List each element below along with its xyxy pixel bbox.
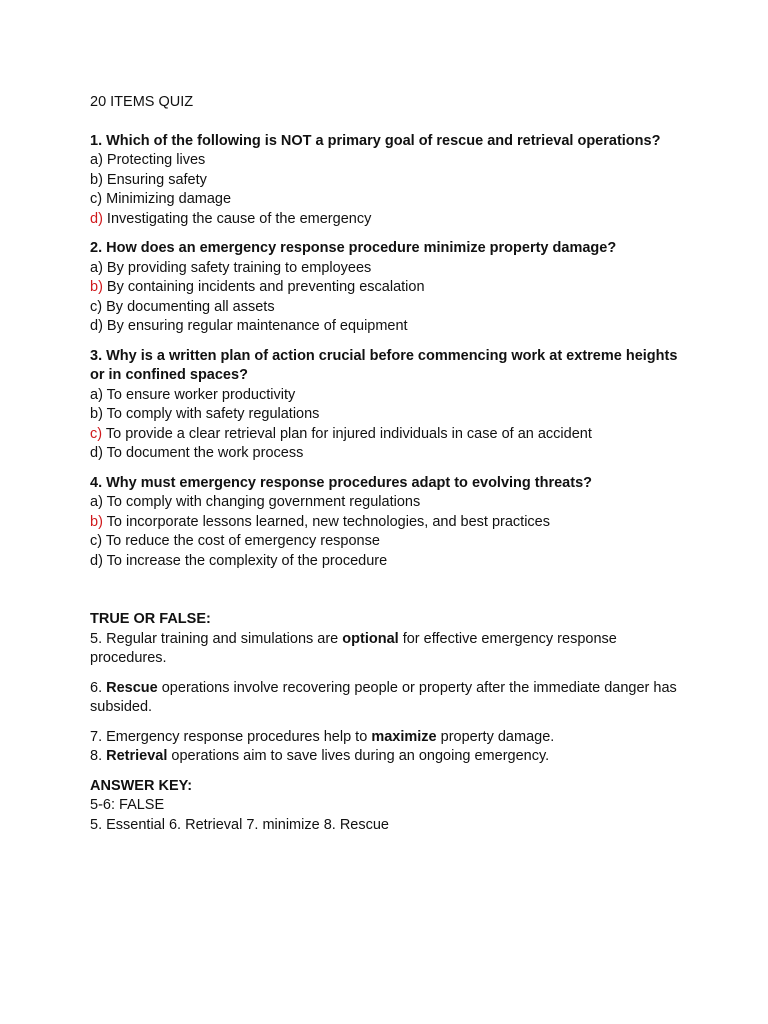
option-b: b) To incorporate lessons learned, new technologies, and best practices (90, 513, 550, 530)
option-d: d) Investigating the cause of the emergency (90, 210, 372, 227)
correct-answer-marker: d) (90, 210, 103, 227)
question-3 (90, 347, 690, 464)
question-text: 4. Why must emergency response procedures adapt to evolving threats? (90, 474, 592, 491)
question-text: 3. Why is a written plan of action crucial before commencing work at extreme heights or in confined spaces? (90, 347, 678, 383)
option-c: c) By documenting all assets (90, 298, 275, 315)
question-text: 2. How does an emergency response procedure minimize property damage? (90, 240, 617, 256)
answer-key-line: 5-6: FALSE (90, 797, 165, 813)
option-b: b) To comply with safety regulations (90, 406, 320, 422)
option-b: b) By containing incidents and preventing escalation (90, 279, 425, 295)
question-2 (90, 239, 690, 337)
tf-item-6: 6. Rescue operations involve recovering people or property after the immediate danger has subsided. (90, 679, 677, 715)
correct-answer-marker: b) (90, 513, 103, 530)
tf-item-5: 5. Regular training and simulations are optional for effective emergency response procedures. (90, 630, 617, 666)
option-c: c) To provide a clear retrieval plan for injured individuals in case of an accident (90, 425, 592, 442)
option-c: c) To reduce the cost of emergency response (90, 533, 380, 549)
option-d: d) By ensuring regular maintenance of equipment (90, 318, 408, 334)
option-c: c) Minimizing damage (90, 191, 232, 207)
option-a: a) Protecting lives (90, 152, 206, 168)
document-body (90, 93, 690, 835)
quiz-title: 20 ITEMS QUIZ (90, 94, 194, 110)
question-1 (90, 132, 690, 230)
question-4 (90, 474, 690, 572)
tf-item-8: 8. Retrieval operations aim to save lives during an ongoing emergency. (90, 748, 550, 764)
true-false-section (90, 610, 690, 767)
section-heading: TRUE OR FALSE: (90, 611, 211, 627)
option-a: a) To ensure worker productivity (90, 386, 296, 403)
question-text: 1. Which of the following is NOT a primary goal of rescue and retrieval operations? (90, 132, 661, 149)
option-a: a) To comply with changing government regulations (90, 494, 421, 510)
option-b: b) Ensuring safety (90, 171, 207, 188)
tf-item-7: 7. Emergency response procedures help to maximize property damage. (90, 728, 555, 745)
option-d: d) To document the work process (90, 445, 304, 461)
option-d: d) To increase the complexity of the procedure (90, 552, 388, 569)
answer-key-line: 5. Essential 6. Retrieval 7. minimize 8. Rescue (90, 816, 389, 833)
section-heading: ANSWER KEY: (90, 777, 193, 794)
spacer (90, 571, 690, 610)
option-a: a) By providing safety training to employees (90, 259, 372, 276)
correct-answer-marker: c) (90, 425, 103, 442)
correct-answer-marker: b) (90, 279, 103, 295)
answer-key-section (90, 777, 690, 836)
